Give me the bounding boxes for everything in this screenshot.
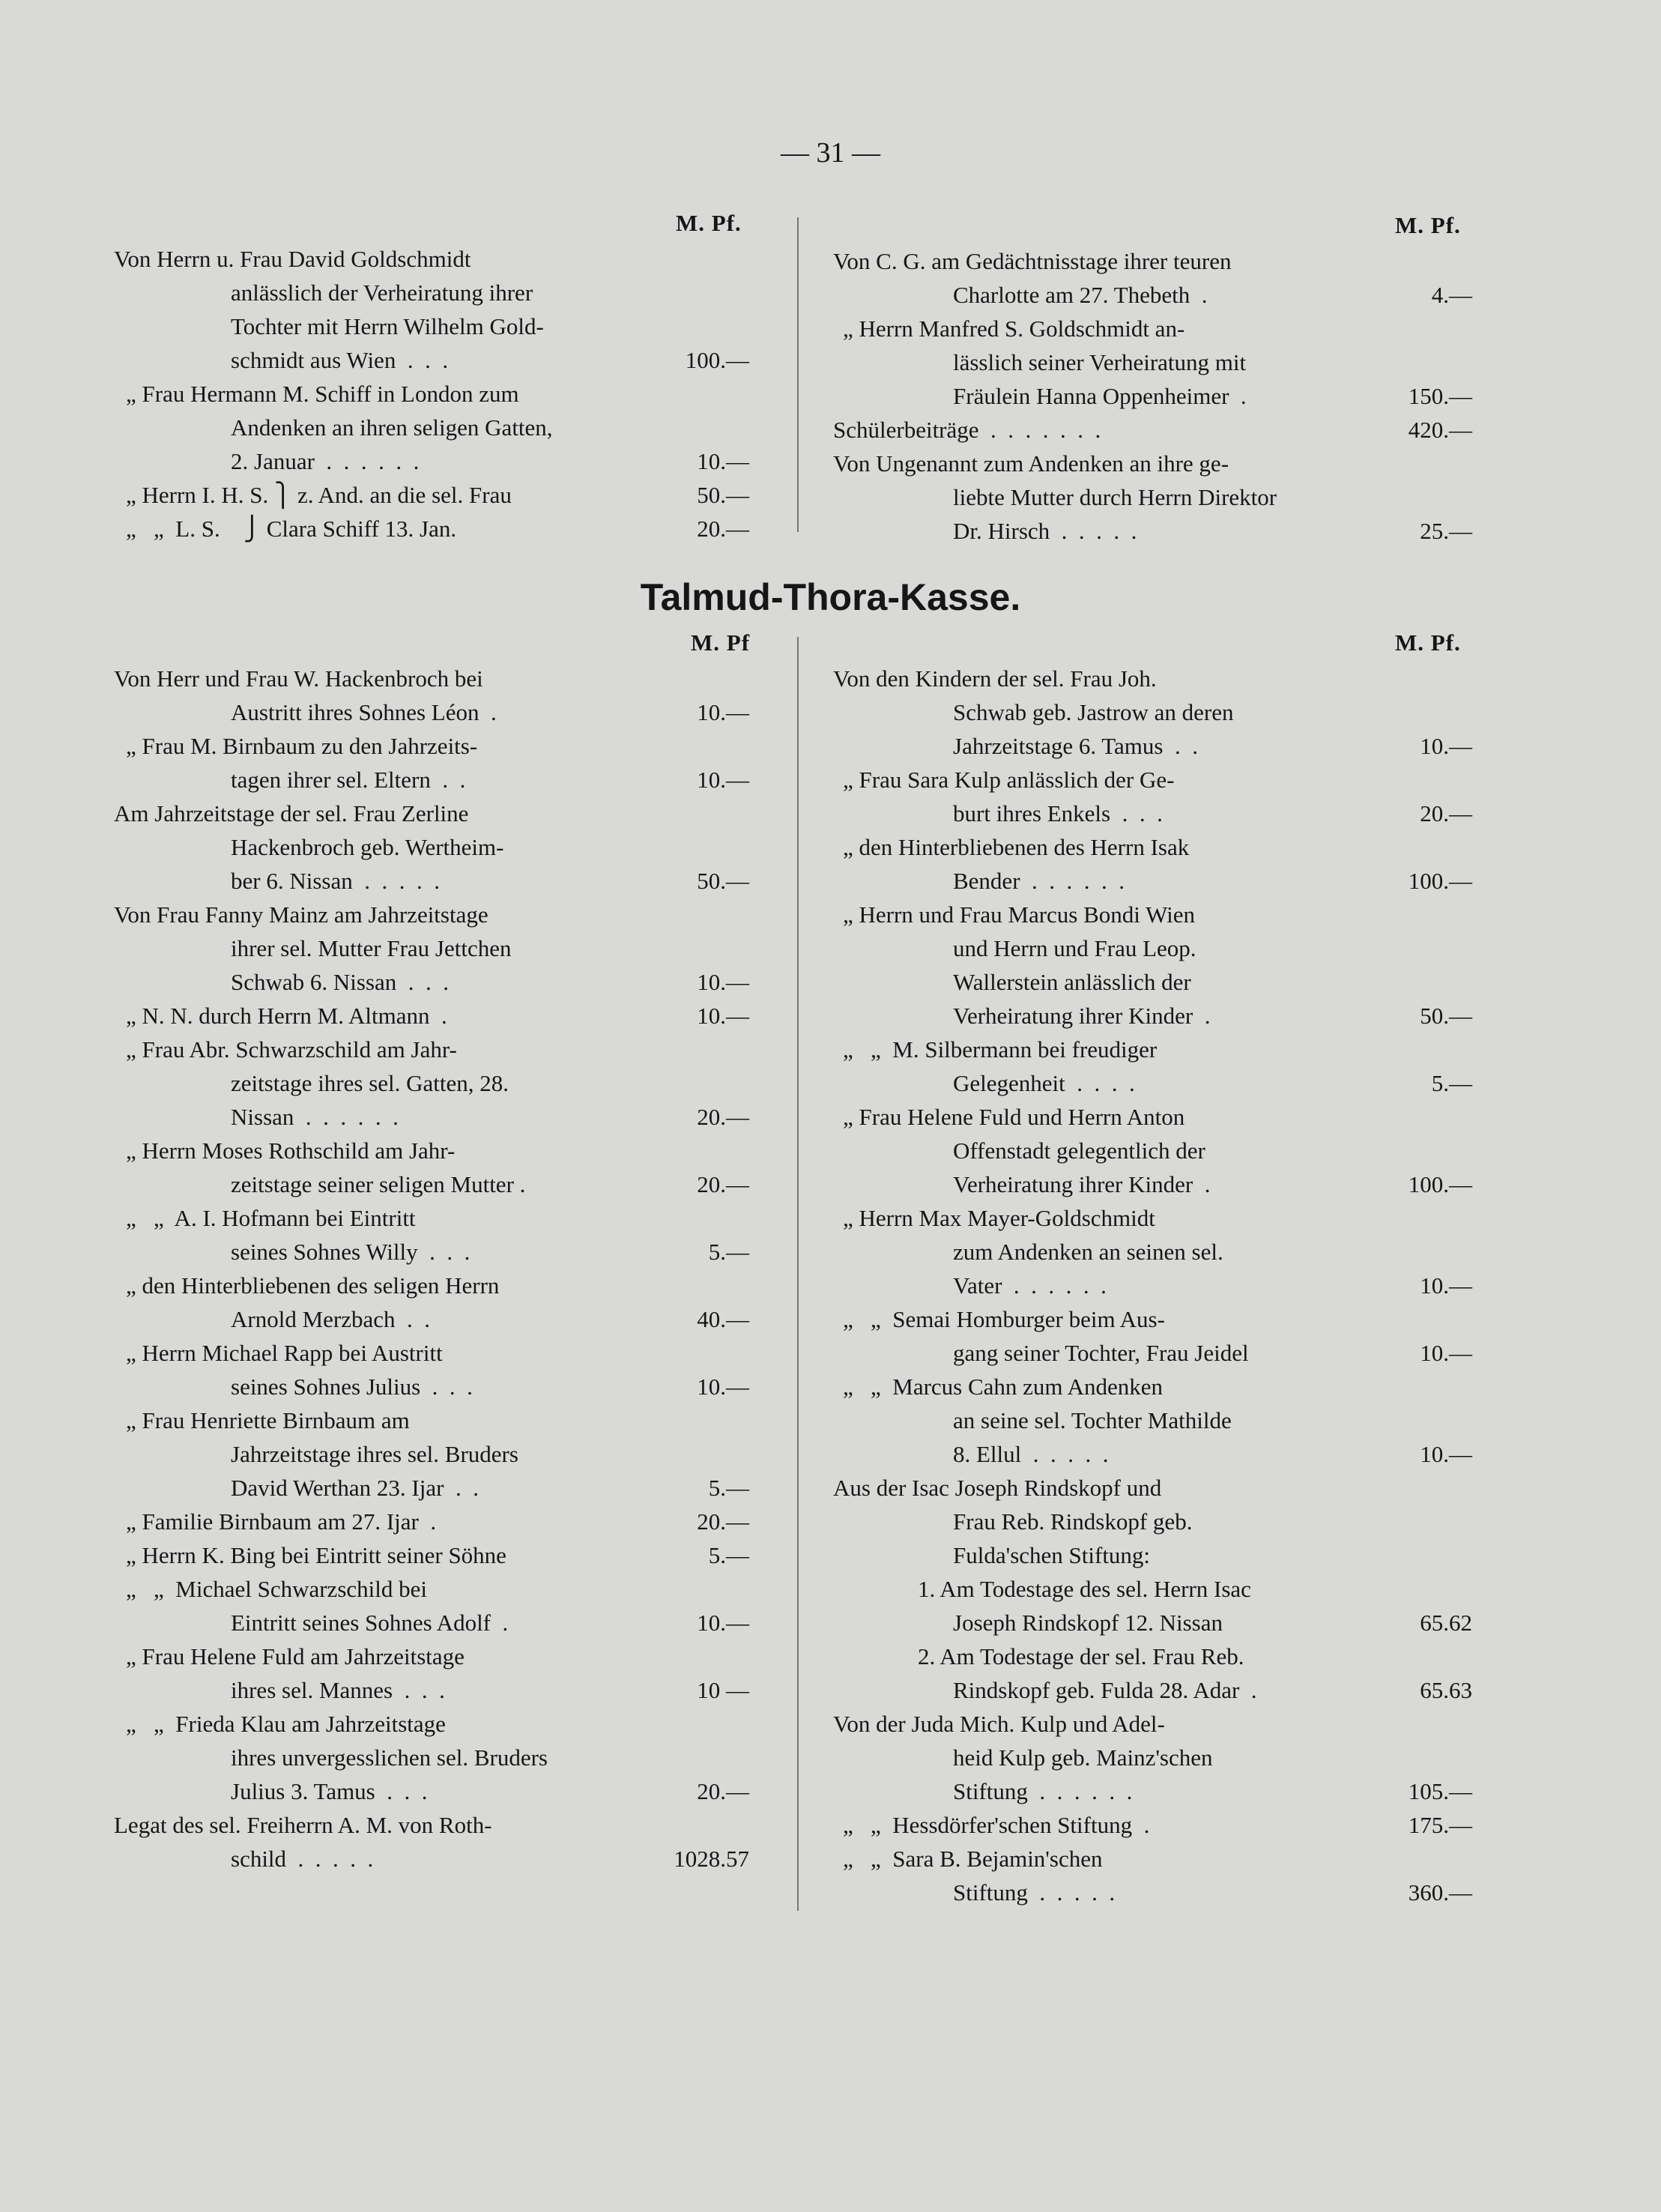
- column-header-left-top: M. Pf.: [676, 210, 742, 236]
- entry-line: 2. Am Todestage der sel. Frau Reb.: [918, 1643, 1244, 1669]
- entry-line: Von C. G. am Gedächtnisstage ihrer teuren: [833, 248, 1232, 274]
- column-divider-top: [797, 217, 799, 532]
- entry-line: „ Herrn Max Mayer-Goldschmidt: [843, 1205, 1155, 1231]
- entry-line: Jahrzeitstage 6. Tamus . .: [953, 733, 1198, 759]
- amount: 50.—: [1420, 1003, 1472, 1029]
- entry-line: „ Frau M. Birnbaum zu den Jahrzeits-: [126, 733, 478, 759]
- entry-line: seines Sohnes Willy . . .: [231, 1239, 471, 1265]
- entry-line: Tochter mit Herrn Wilhelm Gold-: [231, 313, 544, 339]
- amount: 105.—: [1408, 1778, 1472, 1804]
- entry-line: „ „ L. S. ⎭ Clara Schiff 13. Jan.: [126, 516, 457, 542]
- amount: 10.—: [697, 1374, 749, 1400]
- page-number: — 31 —: [781, 137, 880, 169]
- amount: 10.—: [697, 969, 749, 995]
- entry-line: „ Frau Abr. Schwarzschild am Jahr-: [126, 1036, 457, 1063]
- amount: 100.—: [1408, 868, 1472, 894]
- entry-line: „ Herrn Manfred S. Goldschmidt an-: [843, 315, 1185, 342]
- entry-line: Joseph Rindskopf 12. Nissan: [953, 1610, 1223, 1636]
- entry-line: heid Kulp geb. Mainz'schen: [953, 1744, 1213, 1771]
- entry-line: ber 6. Nissan . . . . .: [231, 868, 440, 894]
- entry-line: „ „ Sara B. Bejamin'schen: [843, 1846, 1103, 1872]
- entry-line: „ „ Frieda Klau am Jahrzeitstage: [126, 1711, 446, 1737]
- entry-line: Wallerstein anlässlich der: [953, 969, 1191, 995]
- amount: 10.—: [697, 1003, 749, 1029]
- entry-line: an seine sel. Tochter Mathilde: [953, 1407, 1232, 1433]
- section-title: Talmud-Thora-Kasse.: [640, 576, 1021, 618]
- entry-line: Von Herrn u. Frau David Goldschmidt: [114, 246, 471, 272]
- entry-line: Von der Juda Mich. Kulp und Adel-: [833, 1711, 1165, 1737]
- entry-line: anlässlich der Verheiratung ihrer: [231, 279, 533, 306]
- amount: 50.—: [697, 482, 749, 508]
- entry-line: zum Andenken an seinen sel.: [953, 1239, 1223, 1265]
- amount: 25.—: [1420, 518, 1472, 544]
- amount: 10.—: [1420, 1272, 1472, 1299]
- entry-line: „ Herrn und Frau Marcus Bondi Wien: [843, 901, 1195, 928]
- amount: 5.—: [708, 1542, 749, 1568]
- entry-line: „ N. N. durch Herrn M. Altmann .: [126, 1003, 447, 1029]
- entry-line: tagen ihrer sel. Eltern . .: [231, 767, 466, 793]
- entry-line: schmidt aus Wien . . .: [231, 347, 449, 373]
- entry-line: Andenken an ihren seligen Gatten,: [231, 414, 553, 441]
- entry-line: Bender . . . . . .: [953, 868, 1125, 894]
- entry-line: zeitstage ihres sel. Gatten, 28.: [231, 1070, 509, 1096]
- entry-line: 8. Ellul . . . . .: [953, 1441, 1109, 1467]
- amount: 50.—: [697, 868, 749, 894]
- entry-line: „ Herrn Moses Rothschild am Jahr-: [126, 1137, 456, 1164]
- amount: 20.—: [697, 1508, 749, 1535]
- amount: 5.—: [1431, 1070, 1472, 1096]
- entry-line: Fräulein Hanna Oppenheimer .: [953, 383, 1247, 409]
- entry-line: „ „ Marcus Cahn zum Andenken: [843, 1374, 1163, 1400]
- entry-line: Fulda'schen Stiftung:: [953, 1542, 1151, 1568]
- entry-line: „ „ A. I. Hofmann bei Eintritt: [126, 1205, 416, 1231]
- column-divider: [797, 637, 799, 1911]
- entry-line: Verheiratung ihrer Kinder .: [953, 1171, 1211, 1197]
- amount: 10.—: [697, 1610, 749, 1636]
- entry-line: Von Herr und Frau W. Hackenbroch bei: [114, 665, 483, 692]
- entry-line: ihres sel. Mannes . . .: [231, 1677, 445, 1703]
- amount: 10.—: [697, 699, 749, 725]
- amount: 65.62: [1420, 1610, 1472, 1636]
- entry-line: „ Herrn Michael Rapp bei Austritt: [126, 1340, 443, 1366]
- entry-line: zeitstage seiner seligen Mutter .: [231, 1171, 526, 1197]
- entry-line: Jahrzeitstage ihres sel. Bruders: [231, 1441, 518, 1467]
- entry-line: Verheiratung ihrer Kinder .: [953, 1003, 1211, 1029]
- amount: 10.—: [1420, 733, 1472, 759]
- entry-line: David Werthan 23. Ijar . .: [231, 1475, 479, 1501]
- entry-line: Gelegenheit . . . .: [953, 1070, 1135, 1096]
- entry-line: „ Frau Helene Fuld am Jahrzeitstage: [126, 1643, 465, 1669]
- entry-line: „ „ Semai Homburger beim Aus-: [843, 1306, 1165, 1332]
- amount: 150.—: [1408, 383, 1472, 409]
- entry-line: Stiftung . . . . . .: [953, 1778, 1133, 1804]
- entry-line: „ Frau Henriette Birnbaum am: [126, 1407, 410, 1433]
- entry-line: Julius 3. Tamus . . .: [231, 1778, 428, 1804]
- entry-line: Dr. Hirsch . . . . .: [953, 518, 1137, 544]
- entry-line: Legat des sel. Freiherrn A. M. von Roth-: [114, 1812, 492, 1838]
- entry-line: liebte Mutter durch Herrn Direktor: [953, 484, 1277, 510]
- entry-line: Eintritt seines Sohnes Adolf .: [231, 1610, 509, 1636]
- entry-line: „ „ M. Silbermann bei freudiger: [843, 1036, 1158, 1063]
- entry-line: „ Herrn I. H. S. ⎫ z. And. an die sel. Frau: [126, 482, 512, 508]
- amount: 20.—: [1420, 800, 1472, 827]
- entry-line: Hackenbroch geb. Wertheim-: [231, 834, 504, 860]
- entry-line: 2. Januar . . . . . .: [231, 448, 420, 474]
- amount: 1028.57: [674, 1846, 749, 1872]
- entry-line: Austritt ihres Sohnes Léon .: [231, 699, 497, 725]
- column-header-right-top: M. Pf.: [1395, 212, 1461, 238]
- entry-line: 1. Am Todestage des sel. Herrn Isac: [918, 1576, 1251, 1602]
- amount: 4.—: [1431, 282, 1472, 308]
- entry-line: Von Frau Fanny Mainz am Jahrzeitstage: [114, 901, 488, 928]
- amount: 20.—: [697, 516, 749, 542]
- entry-line: ihrer sel. Mutter Frau Jettchen: [231, 935, 512, 961]
- entry-line: Von Ungenannt zum Andenken an ihre ge-: [833, 450, 1229, 477]
- entry-line: Rindskopf geb. Fulda 28. Adar .: [953, 1677, 1257, 1703]
- column-header-right: M. Pf.: [1395, 629, 1461, 656]
- entry-line: lässlich seiner Verheiratung mit: [953, 349, 1247, 375]
- entry-line: ihres unvergesslichen sel. Bruders: [231, 1744, 548, 1771]
- amount: 10.—: [1420, 1441, 1472, 1467]
- amount: 65.63: [1420, 1677, 1472, 1703]
- entry-line: Frau Reb. Rindskopf geb.: [953, 1508, 1193, 1535]
- entry-line: Aus der Isac Joseph Rindskopf und: [833, 1475, 1162, 1501]
- amount: 5.—: [708, 1475, 749, 1501]
- entry-line: „ Frau Hermann M. Schiff in London zum: [126, 381, 519, 407]
- entry-line: Nissan . . . . . .: [231, 1104, 399, 1130]
- entry-line: „ „ Michael Schwarzschild bei: [126, 1576, 427, 1602]
- entry-line: gang seiner Tochter, Frau Jeidel: [953, 1340, 1249, 1366]
- entry-line: Vater . . . . . .: [953, 1272, 1107, 1299]
- entry-line: „ Herrn K. Bing bei Eintritt seiner Söhne: [126, 1542, 506, 1568]
- amount: 360.—: [1408, 1879, 1472, 1906]
- entry-line: Charlotte am 27. Thebeth .: [953, 282, 1208, 308]
- amount: 100.—: [685, 347, 749, 373]
- amount: 40.—: [697, 1306, 749, 1332]
- entry-line: Am Jahrzeitstage der sel. Frau Zerline: [114, 800, 469, 827]
- amount: 20.—: [697, 1104, 749, 1130]
- entry-line: „ Familie Birnbaum am 27. Ijar .: [126, 1508, 437, 1535]
- amount: 10.—: [1420, 1340, 1472, 1366]
- entry-line: burt ihres Enkels . . .: [953, 800, 1163, 827]
- amount: 420.—: [1408, 417, 1472, 443]
- entry-line: „ „ Hessdörfer'schen Stiftung .: [843, 1812, 1150, 1838]
- amount: 10.—: [697, 767, 749, 793]
- column-header-left: M. Pf: [691, 629, 751, 656]
- entry-line: „ den Hinterbliebenen des Herrn Isak: [843, 834, 1190, 860]
- entry-line: schild . . . . .: [231, 1846, 374, 1872]
- entry-line: Von den Kindern der sel. Frau Joh.: [833, 665, 1157, 692]
- amount: 5.—: [708, 1239, 749, 1265]
- amount: 10 —: [697, 1677, 749, 1703]
- amount: 20.—: [697, 1171, 749, 1197]
- amount: 100.—: [1408, 1171, 1472, 1197]
- amount: 20.—: [697, 1778, 749, 1804]
- entry-line: „ Frau Sara Kulp anlässlich der Ge-: [843, 767, 1175, 793]
- entry-line: Offenstadt gelegentlich der: [953, 1137, 1205, 1164]
- amount: 10.—: [697, 448, 749, 474]
- entry-line: Arnold Merzbach . .: [231, 1306, 430, 1332]
- entry-line: Schwab 6. Nissan . . .: [231, 969, 450, 995]
- entry-line: seines Sohnes Julius . . .: [231, 1374, 473, 1400]
- amount: 175.—: [1408, 1812, 1472, 1838]
- entry-line: und Herrn und Frau Leop.: [953, 935, 1196, 961]
- entry-line: „ Frau Helene Fuld und Herrn Anton: [843, 1104, 1185, 1130]
- entry-line: „ den Hinterbliebenen des seligen Herrn: [126, 1272, 500, 1299]
- entry-line: Stiftung . . . . .: [953, 1879, 1116, 1906]
- entry-line: Schwab geb. Jastrow an deren: [953, 699, 1234, 725]
- entry-line: Schülerbeiträge . . . . . . .: [833, 417, 1101, 443]
